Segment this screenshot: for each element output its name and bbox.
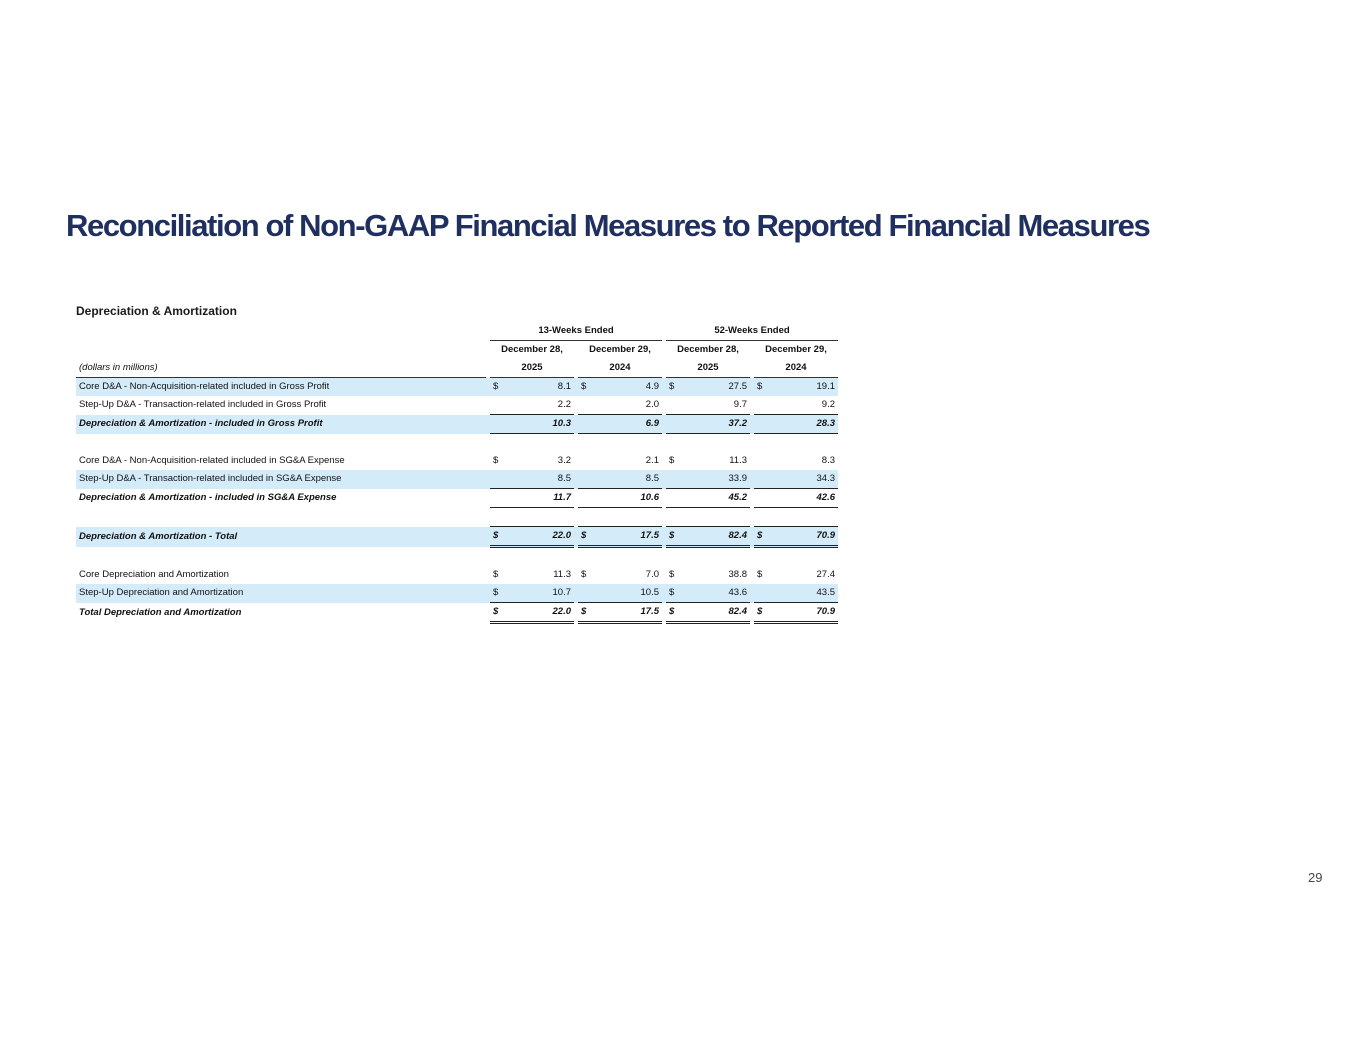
table-row: Core D&A - Non-Acquisition-related included in Gross Profit $ 8.1 $ 4.9 $ 27.5 $ 19.1 — [76, 378, 838, 397]
table-row: Total Depreciation and Amortization $ 22.0 $ 17.5 $ 82.4 $ 70.9 — [76, 603, 838, 623]
table-row: Step-Up Depreciation and Amortization $ 10.7 10.5 $ 43.6 43.5 — [76, 584, 838, 603]
col-13w-2024: December 29, 2024 — [578, 341, 662, 378]
section-title: Depreciation & Amortization — [76, 304, 237, 318]
table-row: Depreciation & Amortization - Total $ 22.0 $ 17.5 $ 82.4 $ 70.9 — [76, 527, 838, 547]
table-row: Step-Up D&A - Transaction-related included in Gross Profit 2.2 2.0 9.7 9.2 — [76, 396, 838, 415]
page-number: 29 — [1308, 870, 1323, 885]
col-52w-2024: December 29, 2024 — [754, 341, 838, 378]
group-52-weeks: 52-Weeks Ended — [666, 322, 838, 341]
col-13w-2025: December 28, 2025 — [490, 341, 574, 378]
table-row: Depreciation & Amortization - included in Gross Profit 10.3 6.9 37.2 28.3 — [76, 415, 838, 434]
table-row: Core D&A - Non-Acquisition-related included in SG&A Expense $ 3.2 2.1 $ 11.3 8.3 — [79, 455, 835, 466]
column-header-row — [76, 341, 838, 378]
depreciation-amortization-table — [76, 322, 838, 624]
col-52w-2025: December 28, 2025 — [666, 341, 750, 378]
table-row: Step-Up D&A - Transaction-related included in SG&A Expense 8.5 8.5 33.9 34.3 — [76, 470, 838, 489]
units-label: (dollars in millions) — [76, 341, 486, 378]
group-header-row — [76, 322, 838, 341]
page-title: Reconciliation of Non-GAAP Financial Measures to Reported Financial Measures — [66, 208, 1150, 243]
table-row: Core Depreciation and Amortization $ 11.3 $ 7.0 $ 38.8 $ 27.4 — [79, 569, 835, 580]
table-row: Depreciation & Amortization - included in SG&A Expense 11.7 10.6 45.2 42.6 — [76, 489, 838, 508]
group-13-weeks: 13-Weeks Ended — [490, 322, 662, 341]
